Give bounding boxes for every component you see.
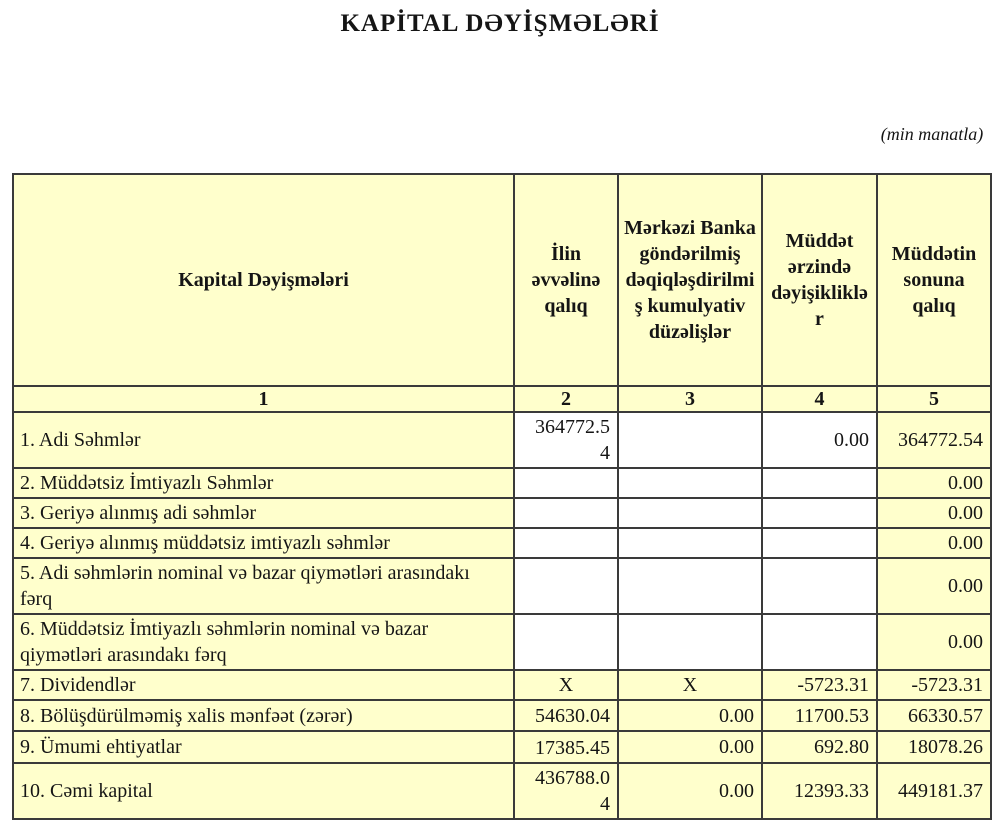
value-cell: [618, 468, 762, 498]
value-cell: [514, 731, 618, 762]
table-row-muddetsiz-imtiyazli-sehmler: [13, 468, 991, 498]
value-cell: 0.00: [877, 528, 991, 558]
value-cell: [618, 498, 762, 528]
row-label-cell: 5. Adi səhmlərin nominal və bazar qiymətləri arasındakı fərq: [13, 558, 514, 614]
row-label-cell: 3. Geriyə alınmış adi səhmlər: [13, 498, 514, 528]
value-cell: [514, 558, 618, 614]
value-cell: 449181.37: [877, 763, 991, 819]
value-cell: [618, 558, 762, 614]
row-label-cell: 2. Müddətsiz İmtiyazlı Səhmlər: [13, 468, 514, 498]
value-cell: X: [618, 670, 762, 700]
table-row-cemi-kapital: [13, 763, 991, 819]
value-cell: [618, 528, 762, 558]
header-row: [13, 174, 991, 386]
value-cell: 0.00: [618, 700, 762, 731]
value-cell: 66330.57: [877, 700, 991, 731]
value-cell: 0.00: [877, 498, 991, 528]
value-cell: 0.00: [618, 763, 762, 819]
header-cell-merkezi-banka-duzelisler: Mərkəzi Banka göndərilmiş dəqiqləşdirilmiş kumulyativ düzəlişlər: [618, 174, 762, 386]
value-cell: 364772.54: [877, 412, 991, 468]
value-cell: 18078.26: [877, 731, 991, 762]
table-row-geriye-alinmis-imtiyazli-sehmler: [13, 528, 991, 558]
value-cell: 0.00: [618, 731, 762, 762]
unit-note: (min manatla): [880, 124, 984, 144]
value-cell: 12393.33: [762, 763, 877, 819]
header-cell-muddet-erzinde-deyisiklikler: Müddət ərzində dəyişikliklər: [762, 174, 877, 386]
header-cell-muddetin-sonuna-qaliq: Müddətin sonuna qalıq: [877, 174, 991, 386]
header-cell-ilin-evveline-qaliq: İlin əvvəlinə qalıq: [514, 174, 618, 386]
column-number-row: [13, 386, 991, 412]
wrapped-number: 364772.54: [535, 416, 610, 464]
value-cell: 0.00: [762, 412, 877, 468]
value-cell: [762, 614, 877, 670]
value-cell: -5723.31: [877, 670, 991, 700]
value-cell: [514, 700, 618, 731]
column-number-cell: 3: [618, 386, 762, 412]
row-label-cell: 9. Ümumi ehtiyatlar: [13, 731, 514, 762]
column-number-cell: 5: [877, 386, 991, 412]
value-cell: 0.00: [877, 558, 991, 614]
wrapped-number: 17385.45: [535, 736, 610, 759]
value-cell: [762, 558, 877, 614]
table-row-umumi-ehtiyatlar: [13, 731, 991, 762]
value-cell: [762, 468, 877, 498]
value-cell: [514, 468, 618, 498]
table-row-geriye-alinmis-adi-sehmler: [13, 498, 991, 528]
value-cell: -5723.31: [762, 670, 877, 700]
value-cell: 11700.53: [762, 700, 877, 731]
row-label-cell: 4. Geriyə alınmış müddətsiz imtiyazlı səhmlər: [13, 528, 514, 558]
value-cell: [762, 528, 877, 558]
page-title: KAPİTAL DƏYİŞMƏLƏRİ: [340, 10, 660, 37]
value-cell: [618, 614, 762, 670]
value-cell: 692.80: [762, 731, 877, 762]
header-cell-kapital-deyismeleri: Kapital Dəyişmələri: [13, 174, 514, 386]
table-row-bolusdurulmemis-xalis-menfeet: [13, 700, 991, 731]
wrapped-number: 54630.04: [535, 705, 610, 728]
row-label-cell: 8. Bölüşdürülməmiş xalis mənfəət (zərər): [13, 700, 514, 731]
value-cell: [514, 498, 618, 528]
table-row-imtiyazli-sehmler-nominal-bazar-ferq: [13, 614, 991, 670]
row-label-cell: 7. Dividendlər: [13, 670, 514, 700]
table-row-adi-sehmler-nominal-bazar-ferq: [13, 558, 991, 614]
capital-changes-table: [12, 173, 992, 820]
value-cell: [514, 528, 618, 558]
value-cell: [762, 498, 877, 528]
value-cell: 0.00: [877, 614, 991, 670]
value-cell: [514, 412, 618, 468]
row-label-cell: 1. Adi Səhmlər: [13, 412, 514, 468]
value-cell: [514, 614, 618, 670]
row-label-cell: 10. Cəmi kapital: [13, 763, 514, 819]
value-cell: X: [514, 670, 618, 700]
value-cell: 0.00: [877, 468, 991, 498]
column-number-cell: 2: [514, 386, 618, 412]
column-number-cell: 4: [762, 386, 877, 412]
table-row-dividendler: [13, 670, 991, 700]
row-label-cell: 6. Müddətsiz İmtiyazlı səhmlərin nominal və bazar qiymətləri arasındakı fərq: [13, 614, 514, 670]
value-cell: [514, 763, 618, 819]
table-row-adi-sehmler: [13, 412, 991, 468]
column-number-cell: 1: [13, 386, 514, 412]
wrapped-number: 436788.04: [535, 766, 610, 815]
value-cell: [618, 412, 762, 468]
